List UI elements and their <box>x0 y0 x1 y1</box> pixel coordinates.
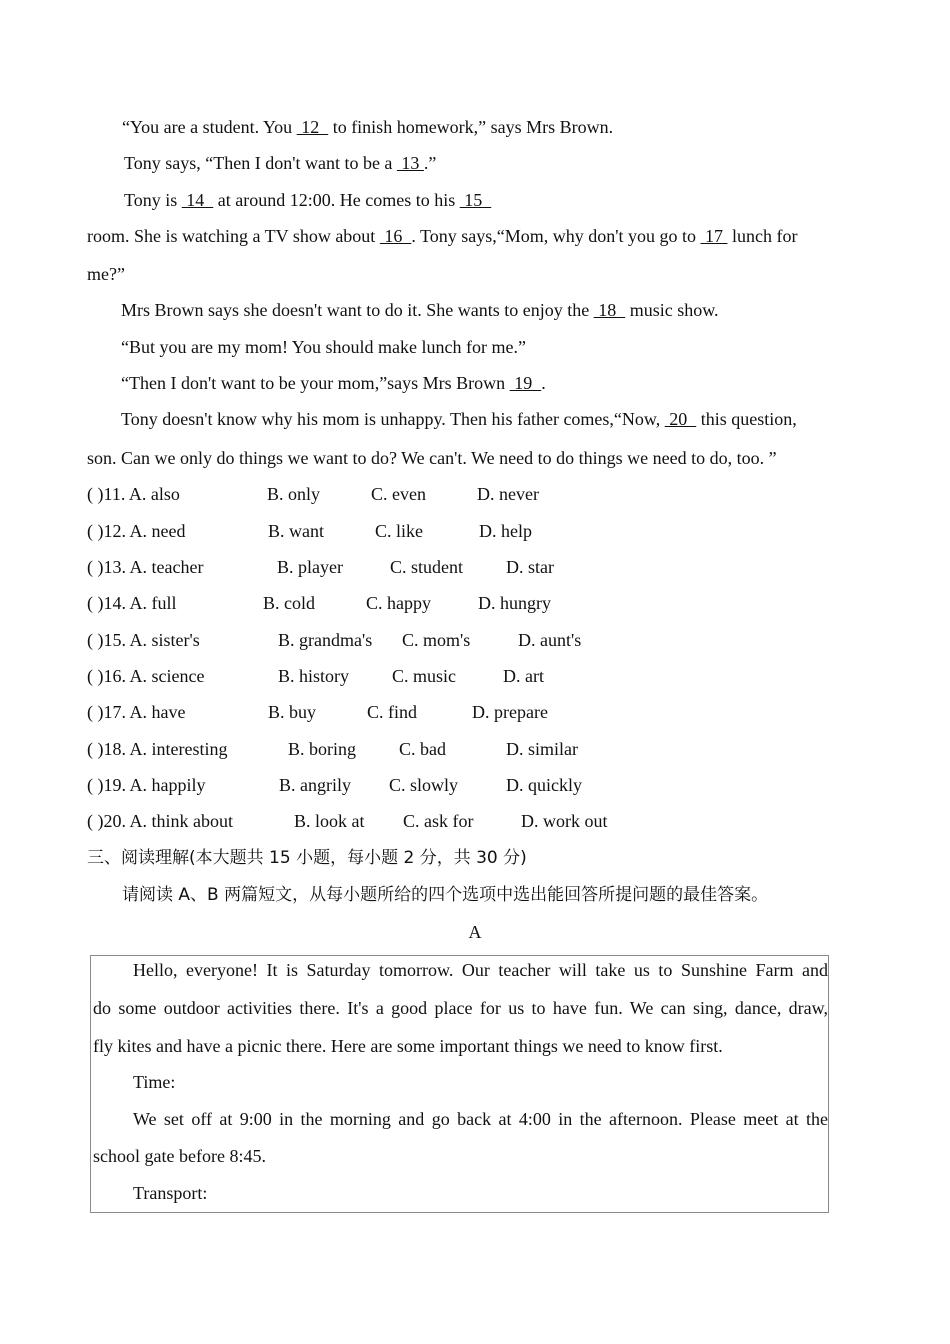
cloze-line-1: “You are a student. You 12 to finish homework,” says Mrs Brown. <box>122 117 614 137</box>
blank-18: 18 <box>593 300 626 320</box>
passage-label: A <box>468 922 482 942</box>
blank-16: 16 <box>379 226 412 246</box>
passage-line: do some outdoor activities there. It's a good place for us to have fun. We can sing, dance, draw, <box>93 998 828 1018</box>
blank-20: 20 <box>664 409 697 429</box>
exam-page: “You are a student. You 12 to finish homework,” says Mrs Brown. Tony says, “Then I don't want to be a 13 .” Tony is 14 at around 12:00. He comes to his 15 room. She is watching a TV show about 16 . Tony says,“Mom, why don't you go to 17 lunch for me?” Mrs Brown says she doesn't want to do it. She wants to enjoy the 18 music show. “But you are my mom! You should make lunch for me.” “Then I don't want to be your mom,”says Mrs Brown 19 . Tony doesn't know why his mom is unhappy. Then his father comes,“Now, 20 this question, son. Can we only do things we want to do? We can't. We need to do things we need to do, too. ” ( )11. A. also B. only C. even D. never ( )12. A. need B. want C. like D. help ( )13. A. teacher B. player C. student D. star ( )14. A. full B. cold C. happy D. hungry ( )15. A. sister's B. grandma's C. mom's D. aunt's ( )16. A. science B. history C. music D. art ( )17. A. have B. buy C. find D. prepare ( )18. A. interesting B. boring C. bad D. similar ( )19. A. happily B. angrily C. slowly D. quickly ( )20. A. think about B. look at C. ask for D. work out 三、阅读理解(本大题共 15 小题，每小题 2 分，共 30 分) 请阅读 A、B 两篇短文，从每小题所给的四个选项中选出能回答所提问题的最佳答案。 A Hello, everyone! It is Saturday tomorrow. Our teacher will take us to Sunshine Farm and do some outdoor activities there. It's a good place for us to have fun. We can sing, dance, draw, fly kites and have a picnic there. Here are some important things we need to know first. Time: We set off at 9:00 in the morning and go back at 4:00 in the afternoon. Please meet at the school gate before 8:45. Transport: <box>0 0 950 1344</box>
passage-a-box <box>90 955 829 1213</box>
cloze-line-7: “But you are my mom! You should make lunch for me.” <box>121 337 526 357</box>
blank-15: 15 <box>459 190 492 210</box>
cloze-line-8: “Then I don't want to be your mom,”says Mrs Brown 19 . <box>121 373 546 393</box>
cloze-line-10: son. Can we only do things we want to do? We can't. We need to do things we need to do, too. ” <box>87 448 777 468</box>
cloze-line-9: Tony doesn't know why his mom is unhappy. Then his father comes,“Now, 20 this question, <box>121 409 797 429</box>
cloze-line-3: Tony is 14 at around 12:00. He comes to his 15 <box>124 190 492 210</box>
passage-line: We set off at 9:00 in the morning and go back at 4:00 in the afternoon. Please meet at the <box>133 1109 828 1129</box>
passage-line: school gate before 8:45. <box>93 1146 266 1166</box>
cloze-line-2: Tony says, “Then I don't want to be a 13 .” <box>124 153 437 173</box>
blank-17: 17 <box>700 226 728 246</box>
section-title: 三、阅读理解(本大题共 15 小题，每小题 2 分，共 30 分) <box>87 848 527 868</box>
transport-label: Transport: <box>133 1183 208 1203</box>
passage-line: Hello, everyone! It is Saturday tomorrow. Our teacher will take us to Sunshine Farm and <box>133 960 828 980</box>
blank-19: 19 <box>509 373 542 393</box>
section-instruction: 请阅读 A、B 两篇短文，从每小题所给的四个选项中选出能回答所提问题的最佳答案。 <box>122 885 769 905</box>
blank-13: 13 <box>396 153 424 173</box>
cloze-line-5: me?” <box>87 264 125 284</box>
cloze-line-4: room. She is watching a TV show about 16 . Tony says,“Mom, why don't you go to 17 lunch for <box>87 226 798 246</box>
passage-line: fly kites and have a picnic there. Here are some important things we need to know first. <box>93 1036 723 1056</box>
time-label: Time: <box>133 1072 176 1092</box>
blank-14: 14 <box>181 190 214 210</box>
cloze-line-6: Mrs Brown says she doesn't want to do it. She wants to enjoy the 18 music show. <box>121 300 719 320</box>
blank-12: 12 <box>296 117 329 137</box>
